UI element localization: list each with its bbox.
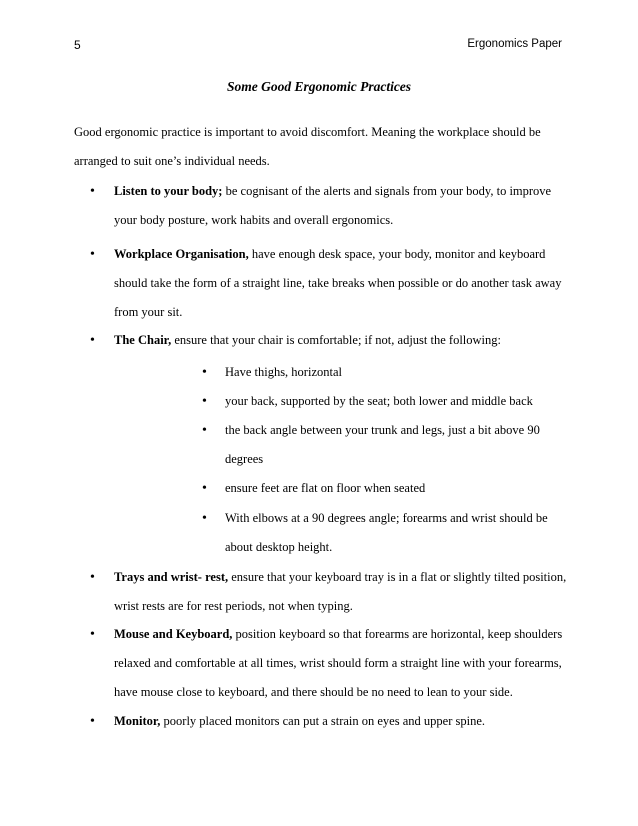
intro-paragraph: Good ergonomic practice is important to avoid discomfort. Meaning the workplace should be arranged to suit one’s individual needs. <box>74 125 541 168</box>
bullet-icon: • <box>90 714 95 729</box>
bullet-icon: • <box>202 394 207 409</box>
sub-item-elbows <box>202 504 560 562</box>
list-item-chair <box>90 326 569 355</box>
bullet-icon: • <box>90 247 95 262</box>
bullet-icon: • <box>90 184 95 199</box>
page-number: 5 <box>74 38 81 52</box>
item-lead: Workplace Organisation, <box>114 247 249 261</box>
sub-item-thighs <box>202 358 560 387</box>
sub-item-back-angle <box>202 416 560 474</box>
sub-item-text: ensure feet are flat on floor when seated <box>225 481 426 495</box>
item-text: ensure that your keyboard tray is in a flat or slightly tilted position, wrist rests are for rest periods, not when typing. <box>114 570 567 613</box>
item-lead: Trays and wrist- rest, <box>114 570 229 584</box>
sub-item-text: your back, supported by the seat; both lower and middle back <box>225 394 533 408</box>
list-item-listen-body <box>90 177 569 235</box>
item-lead: Monitor, <box>114 714 161 728</box>
bullet-icon: • <box>202 423 207 438</box>
bullet-icon: • <box>90 333 95 348</box>
bullet-icon: • <box>202 481 207 496</box>
sub-item-text: With elbows at a 90 degrees angle; forearms and wrist should be about desktop height. <box>225 511 548 554</box>
sub-item-text: Have thighs, horizontal <box>225 365 342 379</box>
bullet-icon: • <box>202 365 207 380</box>
sub-item-text: the back angle between your trunk and legs, just a bit above 90 degrees <box>225 423 540 466</box>
bullet-icon: • <box>202 511 207 526</box>
item-lead: Mouse and Keyboard, <box>114 627 233 641</box>
item-lead: The Chair, <box>114 333 172 347</box>
item-text: position keyboard so that forearms are horizontal, keep shoulders relaxed and comfortable at all times, wrist should form a straight line with your forearms, have mouse close to keyboard, and there should be no need to lean to your side. <box>114 627 563 699</box>
item-text: ensure that your chair is comfortable; if not, adjust the following: <box>171 333 501 347</box>
sub-item-feet <box>202 474 560 503</box>
bullet-icon: • <box>90 627 95 642</box>
list-item-trays-wrist-rest <box>90 563 569 621</box>
list-item-workplace-organisation <box>90 240 569 327</box>
list-item-monitor <box>90 707 569 736</box>
item-text: be cognisant of the alerts and signals from your body, to improve your body posture, work habits and overall ergonomics. <box>114 184 552 227</box>
item-text: have enough desk space, your body, monitor and keyboard should take the form of a straight line, take breaks when possible or do another task away from your sit. <box>114 247 562 319</box>
page-title: Some Good Ergonomic Practices <box>226 79 412 94</box>
item-text: poorly placed monitors can put a strain on eyes and upper spine. <box>160 714 485 728</box>
item-lead: Listen to your body; <box>114 184 223 198</box>
bullet-icon: • <box>90 570 95 585</box>
sub-item-back <box>202 387 560 416</box>
list-item-mouse-keyboard <box>90 620 569 707</box>
running-head: Ergonomics Paper <box>467 38 562 50</box>
